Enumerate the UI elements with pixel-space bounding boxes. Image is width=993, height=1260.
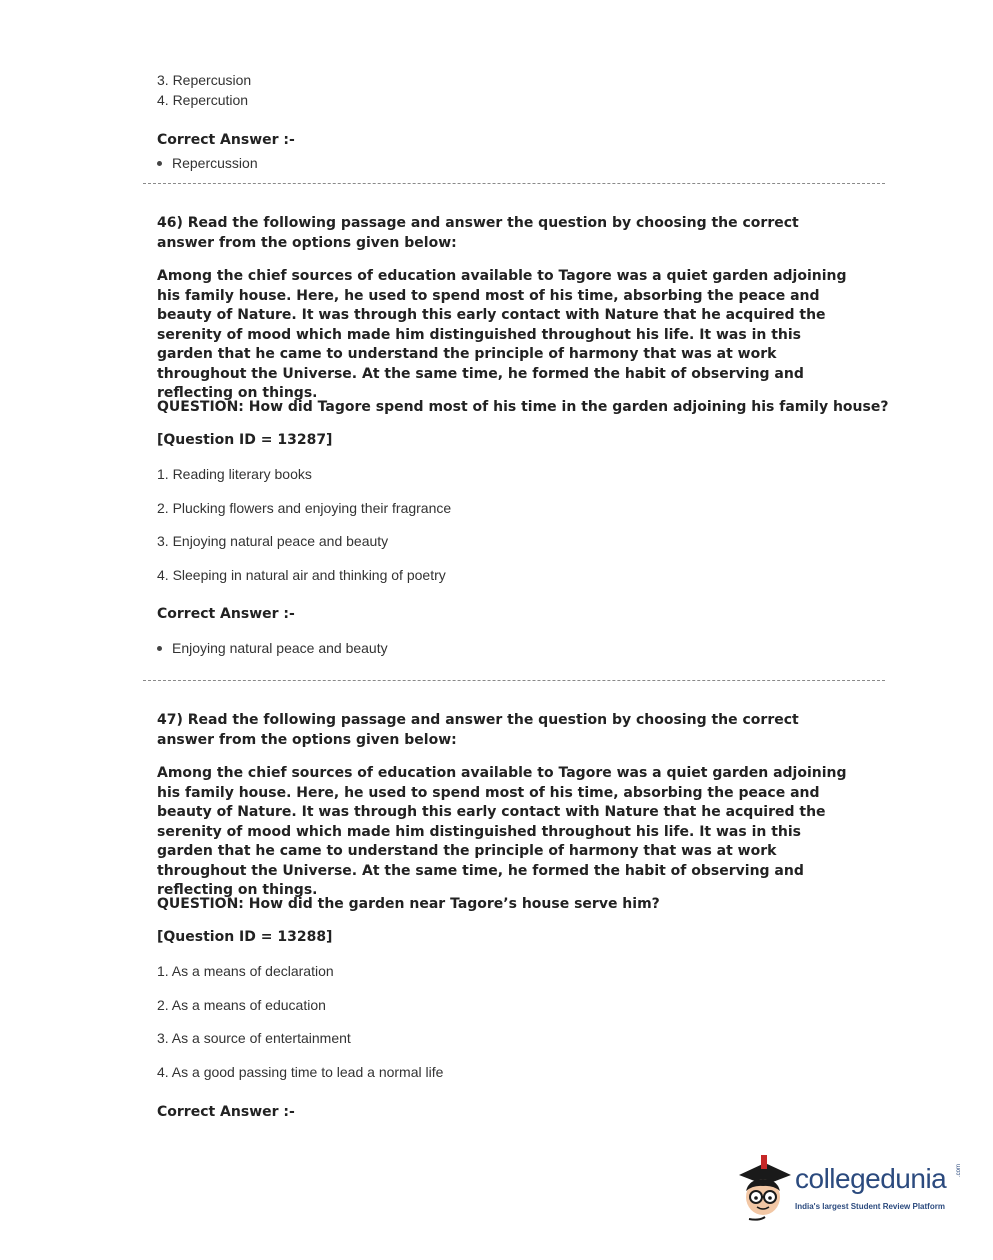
correct-answer <box>157 640 388 656</box>
question-text: QUESTION: How did the garden near Tagore’s house serve him? <box>157 896 660 912</box>
question-text: QUESTION: How did Tagore spend most of his time in the garden adjoining his family house? <box>157 399 889 415</box>
correct-answer-label: Correct Answer :- <box>157 1104 295 1120</box>
question-intro: 47) Read the following passage and answer the question by choosing the correct answer from the options given below: <box>157 712 799 748</box>
bullet-icon <box>157 646 162 651</box>
passage: Among the chief sources of education available to Tagore was a quiet garden adjoining his family house. Here, he used to spend most of his time, absorbing the peace and beauty of Nature. It was through this early contact with Nature that he acquired the serenity of mood which made him distinguished throughout his life. It was in this garden that he came to understand the principle of harmony that was at work throughout the Universe. At the same time, he formed the habit of observing and reflecting on things. <box>157 268 847 401</box>
divider <box>143 183 885 184</box>
passage: Among the chief sources of education available to Tagore was a quiet garden adjoining his family house. Here, he used to spend most of his time, absorbing the peace and beauty of Nature. It was through this early contact with Nature that he acquired the serenity of mood which made him distinguished throughout his life. It was in this garden that he came to understand the principle of harmony that was at work throughout the Universe. At the same time, he formed the habit of observing and reflecting on things. <box>157 765 847 898</box>
option: 4. Sleeping in natural air and thinking of poetry <box>157 567 446 583</box>
correct-answer-label: Correct Answer :- <box>157 606 295 622</box>
option: 1. Reading literary books <box>157 466 312 482</box>
bullet-icon <box>157 161 162 166</box>
option: 3. Enjoying natural peace and beauty <box>157 533 389 549</box>
option: 2. As a means of education <box>157 997 326 1013</box>
option: 2. Plucking flowers and enjoying their fragrance <box>157 500 452 516</box>
brand-logo <box>735 1153 965 1225</box>
correct-answer-label: Correct Answer :- <box>157 132 295 148</box>
question-id: [Question ID = 13288] <box>157 929 333 945</box>
correct-answer-text: Enjoying natural peace and beauty <box>172 640 388 656</box>
mascot-icon <box>735 1153 793 1223</box>
option: 4. As a good passing time to lead a normal life <box>157 1064 444 1080</box>
option: 3. Repercusion <box>157 72 252 88</box>
option: 3. As a source of entertainment <box>157 1030 351 1046</box>
question-intro: 46) Read the following passage and answer the question by choosing the correct answer from the options given below: <box>157 215 799 251</box>
logo-wordmark: collegedunia <box>795 1163 947 1194</box>
logo-tagline: India's largest Student Review Platform <box>795 1202 945 1211</box>
divider <box>143 680 885 681</box>
logo-suffix: .com <box>956 1163 962 1177</box>
option: 4. Repercution <box>157 92 249 108</box>
option: 1. As a means of declaration <box>157 963 334 979</box>
correct-answer <box>157 155 258 171</box>
question-id: [Question ID = 13287] <box>157 432 333 448</box>
correct-answer-text: Repercussion <box>172 155 258 171</box>
